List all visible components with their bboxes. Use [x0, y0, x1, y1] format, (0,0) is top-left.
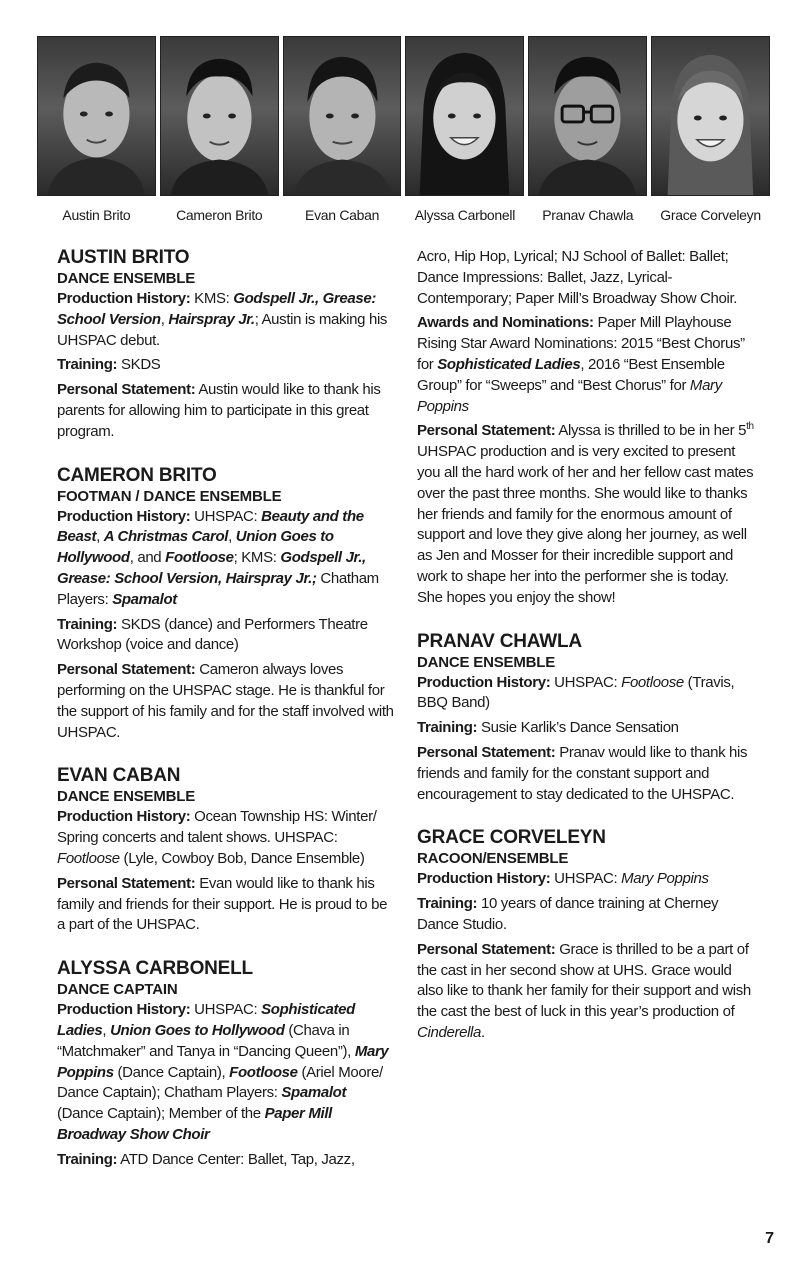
production-history: [57, 289, 395, 351]
show-title: Footloose: [57, 849, 120, 867]
text: Chatham Players:: [57, 569, 379, 608]
bio-name: PRANAV CHAWLA: [417, 630, 582, 652]
photo-caption: Grace Corveleyn: [660, 207, 761, 223]
production-history-label: Production History:: [57, 808, 191, 826]
production-history: [417, 673, 757, 715]
headshot-photo: [405, 36, 524, 196]
bio-role: DANCE ENSEMBLE: [57, 270, 196, 287]
right-column: [417, 247, 757, 1066]
text: UHSPAC:: [190, 1001, 262, 1019]
bio-name: CAMERON BRITO: [57, 464, 217, 486]
photo-caption: Evan Caban: [305, 207, 380, 223]
text: UHSPAC:: [550, 673, 622, 691]
bio-alyssa-carbonell-continued: [417, 247, 757, 609]
personal-statement-label: Personal Statement:: [57, 661, 196, 679]
production-history-label: Production History:: [57, 507, 191, 525]
bio-role: RACOON/ENSEMBLE: [417, 850, 569, 868]
bio-cameron-brito: [57, 465, 395, 744]
text: (Dance Captain); Member of the: [57, 1105, 265, 1123]
production-history-label: Production History:: [57, 1001, 191, 1019]
personal-statement-label: Personal Statement:: [417, 940, 556, 958]
training-label: Training:: [57, 615, 118, 633]
text: Evan would like to thank his family and friends for their support. He is proud to be a part of the UHSPAC.: [57, 874, 388, 934]
training-continued: Acro, Hip Hop, Lyrical; NJ School of Ballet: Ballet; Dance Impressions: Ballet, Jazz, Lyrical-Contemporary; Paper Mill’s Broadway Show Choir.: [417, 248, 738, 307]
training-label: Training:: [417, 895, 478, 913]
text: ,: [228, 528, 236, 546]
page-number: 7: [765, 1230, 774, 1247]
person-portrait-icon: [529, 37, 646, 195]
show-title: Sophisticated Ladies: [57, 1001, 355, 1039]
headshot-photo: [651, 36, 770, 196]
text: ; Austin is making his UHSPAC debut.: [57, 310, 388, 349]
personal-statement-label: Personal Statement:: [57, 381, 196, 399]
production-history: [57, 1000, 395, 1146]
show-title: Cinderella: [417, 1023, 482, 1041]
bio-austin-brito: [57, 247, 395, 443]
text: (Ariel Moore/ Dance Captain); Chatham Players:: [57, 1063, 383, 1102]
text: ; KMS:: [233, 549, 281, 567]
text: Cameron always loves performing on the UHSPAC stage. He is thankful for the support of his family and for the staff involved with UHSPAC.: [57, 661, 394, 741]
text: ,: [102, 1021, 111, 1039]
photo-caption: Austin Brito: [62, 207, 131, 223]
text: Ocean Township HS: Winter/ Spring concerts and talent shows. UHSPAC:: [57, 808, 377, 847]
photo-caption: Alyssa Carbonell: [414, 207, 516, 223]
personal-statement: [57, 380, 395, 442]
show-title: Footloose: [165, 549, 234, 567]
personal-statement: [57, 874, 395, 936]
bio-pranav-chawla: [417, 631, 757, 806]
text: UHSPAC:: [190, 507, 262, 525]
text: ,: [96, 528, 104, 546]
headshot-captions: [37, 207, 770, 223]
training: [57, 355, 395, 376]
person-portrait-icon: [406, 37, 523, 195]
person-portrait-icon: [652, 37, 769, 195]
text: Susie Karlik’s Dance Sensation: [477, 719, 679, 737]
production-history-label: Production History:: [417, 870, 551, 888]
awards-label: Awards and Nominations:: [417, 314, 594, 332]
show-title: Godspell Jr., Grease: School Version, Hairspray Jr.;: [57, 549, 366, 587]
bio-role: DANCE CAPTAIN: [57, 981, 178, 999]
production-history-label: Production History:: [57, 290, 191, 307]
show-title: Union Goes to Hollywood: [110, 1021, 285, 1039]
training-label: Training:: [417, 719, 478, 737]
headshot-photo: [160, 36, 279, 196]
training: [57, 1150, 395, 1171]
production-history-label: Production History:: [417, 673, 551, 691]
personal-statement: [417, 940, 757, 1044]
personal-statement: [57, 660, 395, 743]
headshot-photo: [37, 36, 156, 196]
bio-name: GRACE CORVELEYN: [417, 827, 606, 849]
training-label: Training:: [57, 356, 118, 374]
text: Pranav would like to thank his friends and family for the constant support and encouragement to stay dedicated to the UHSPAC.: [417, 743, 748, 803]
bio-role: FOOTMAN / DANCE ENSEMBLE: [57, 487, 282, 505]
show-title: Footloose: [621, 673, 684, 691]
production-history: [57, 807, 395, 869]
production-history: [417, 869, 757, 890]
superscript: th: [746, 421, 754, 433]
text: UHSPAC production and is very excited to present you all the hard work of her and her fellow cast mates over the past three months. She would like to thanks her friends and family for the enormous amount of support and love they give along her journey, as well as Jen and Mosser for their incredible support and work to shape her into the performer she is today. She hopes you enjoy the show!: [417, 443, 754, 606]
text: , and: [129, 549, 166, 567]
text: (Travis, BBQ Band): [417, 673, 735, 712]
awards-nominations: [417, 313, 757, 417]
bio-name: EVAN CABAN: [57, 765, 181, 787]
show-title: Paper Mill Broadway Show Choir: [57, 1105, 332, 1143]
bio-role: DANCE ENSEMBLE: [57, 788, 196, 806]
show-title: Godspell Jr., Grease: School Version: [57, 290, 376, 328]
training: [417, 894, 757, 936]
text: Alyssa is thrilled to be in her 5: [555, 422, 747, 440]
photo-caption: Pranav Chawla: [542, 207, 634, 223]
show-title: Mary Poppins: [57, 1042, 389, 1081]
show-title: Union Goes to Hollywood: [57, 528, 334, 567]
person-portrait-icon: [38, 37, 155, 195]
text: SKDS: [117, 356, 161, 374]
text: , 2016 “Best Ensemble Group” for “Sweeps” and “Best Chorus” for: [417, 355, 725, 394]
left-column: [57, 247, 395, 1193]
bio-evan-caban: [57, 765, 395, 936]
show-title: A Christmas Carol: [103, 528, 229, 546]
bio-grace-corveleyn: [417, 827, 757, 1043]
training: [57, 615, 395, 657]
person-portrait-icon: [161, 37, 278, 195]
text: (Lyle, Cowboy Bob, Dance Ensemble): [119, 849, 365, 867]
personal-statement-label: Personal Statement:: [417, 422, 556, 440]
personal-statement-label: Personal Statement:: [57, 874, 196, 892]
headshot-photo: [528, 36, 647, 196]
show-title: Footloose: [229, 1063, 298, 1081]
text: Grace is thrilled to be a part of the cast in her second show at UHS. Grace would also like to thank her family for their support and wish the cast the best of luck in this year’s production of: [417, 940, 751, 1021]
bio-name: AUSTIN BRITO: [57, 247, 190, 268]
show-title: Mary Poppins: [417, 376, 722, 415]
photo-caption: Cameron Brito: [176, 207, 263, 223]
person-portrait-icon: [284, 37, 401, 195]
text: 10 years of dance training at Cherney Dance Studio.: [417, 895, 719, 933]
show-title: Mary Poppins: [621, 870, 709, 888]
show-title: Sophisticated Ladies: [437, 355, 581, 373]
bio-alyssa-carbonell: [57, 958, 395, 1170]
personal-statement: [417, 743, 757, 805]
text: SKDS (dance) and Performers Theatre Workshop (voice and dance): [57, 615, 368, 654]
text: Paper Mill Playhouse Rising Star Award Nominations: 2015 “Best Chorus” for: [417, 314, 745, 373]
text: (Chava in “Matchmaker” and Tanya in “Dancing Queen”),: [57, 1021, 355, 1060]
text: ATD Dance Center: Ballet, Tap, Jazz,: [117, 1150, 355, 1168]
show-title: Spamalot: [281, 1084, 347, 1102]
headshot-strip: [37, 36, 770, 198]
text: (Dance Captain),: [113, 1063, 230, 1081]
show-title: Hairspray Jr.: [168, 310, 255, 328]
show-title: Beauty and the Beast: [57, 507, 364, 546]
personal-statement-label: Personal Statement:: [417, 743, 556, 761]
headshot-photo: [283, 36, 402, 196]
text: UHSPAC:: [550, 870, 622, 888]
bio-role: DANCE ENSEMBLE: [417, 653, 556, 671]
personal-statement: [417, 421, 757, 608]
production-history: [57, 507, 395, 611]
training: [417, 718, 757, 739]
text: Austin would like to thank his parents for allowing him to participate in this great program.: [57, 381, 381, 440]
text: ,: [160, 310, 169, 328]
text: KMS:: [190, 290, 234, 307]
show-title: Spamalot: [112, 590, 177, 608]
text: .: [481, 1023, 485, 1041]
training-label: Training:: [57, 1150, 118, 1168]
bio-name: ALYSSA CARBONELL: [57, 958, 253, 980]
